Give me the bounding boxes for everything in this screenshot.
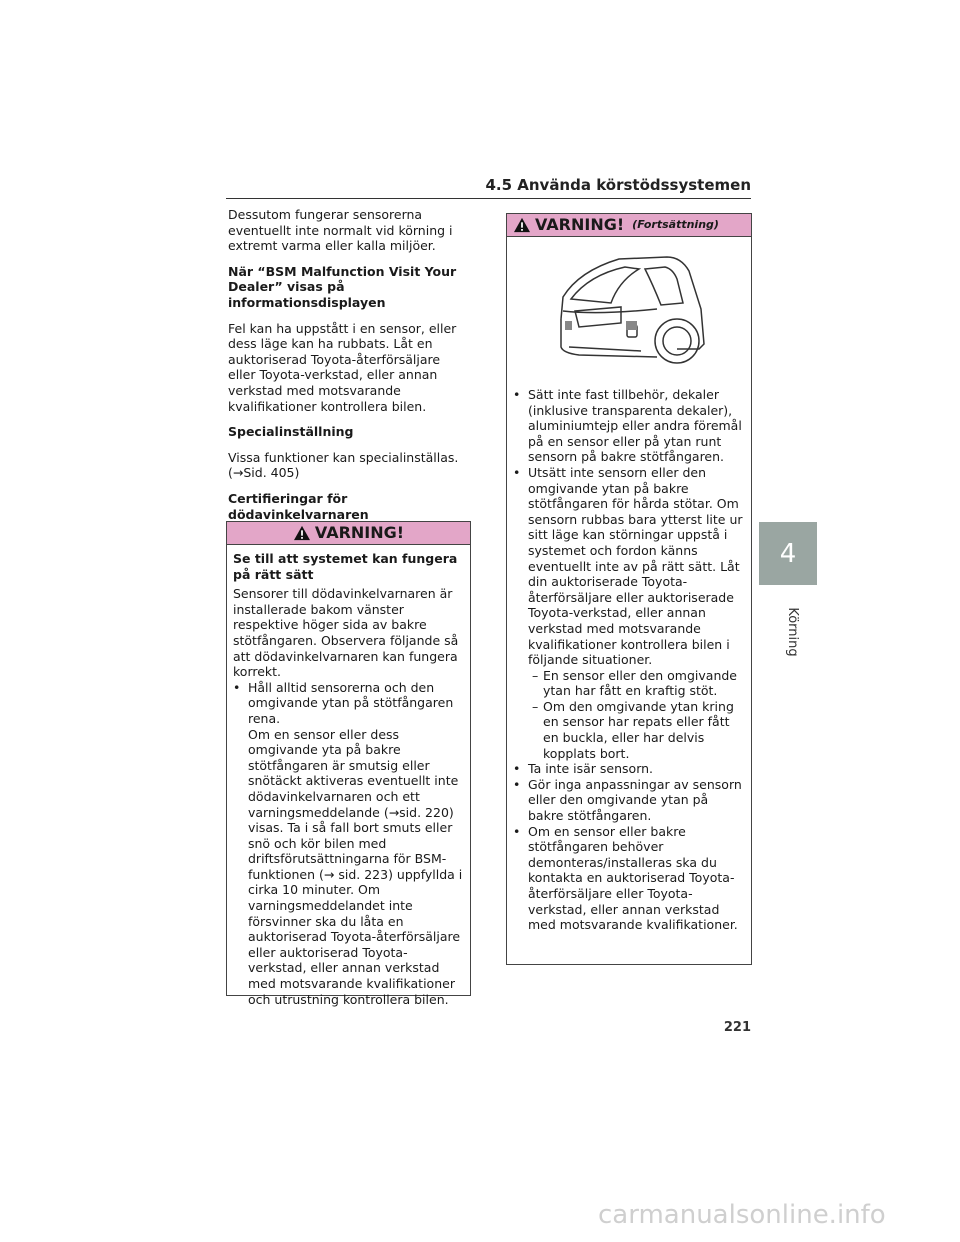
header-rule — [226, 198, 751, 199]
warning-title-1: VARNING! — [314, 523, 405, 543]
list-item: • Gör inga anpassningar av sensorn eller den omgivande ytan på bakre stötfångaren. — [513, 777, 745, 824]
car-rear-illustration — [549, 249, 709, 379]
warning-continuation: (Fortsättning) — [632, 218, 719, 232]
chapter-tab: 4 — [759, 522, 817, 585]
warning-title-2: VARNING! — [535, 215, 625, 235]
list-item: • Ta inte isär sensorn. — [513, 761, 745, 777]
list-item: • Om en sensor eller bakre stötfångaren behöver demonteras/installeras ska du kontakta en auktoriserad Toyota-återförsäljare eller Toyota-verkstad, eller annan verkstad med motsvarande kvalifikationer. — [513, 824, 745, 933]
list-item-continuation: Om en sensor eller dess omgivande yta på bakre stötfångaren är smutsig eller snötäckt aktiveras eventuellt inte dödavinkelvarnaren och ett varningsmeddelande (→sid. 220) visas. Ta i så fall bort smuts eller snö och kör bilen med driftsförutsättningarna för BSM-funktionen (→ sid. 223) uppfyllda i cirka 10 minuter. Om varningsmeddelandet inte försvinner ska du låta en auktoriserad Toyota-återförsäljare eller auktoriserad Toyota-verkstad, eller annan verkstad med motsvarande kvalifikationer och utrustning kontrollera bilen. — [248, 726, 463, 1007]
warning-box-2 — [506, 213, 752, 965]
warning-dash-list — [513, 668, 745, 762]
warning-body-1 — [227, 545, 470, 1009]
dash-item: – Om den omgivande ytan kring en sensor har repats eller fått en buckla, eller har delvis kopplats bort. — [528, 699, 745, 761]
page-number: 221 — [723, 1020, 751, 1035]
list-item: • Sätt inte fast tillbehör, dekaler (inklusive transparenta dekaler), aluminiumtejp eller andra föremål på en sensor eller på ytan runt sensorn på bakre stötfångaren. — [513, 387, 745, 465]
warning-triangle-icon — [293, 525, 311, 541]
warning-header-1 — [227, 522, 470, 545]
warning-bullet-list-1 — [233, 680, 464, 727]
cert-heading: Certifieringar för dödavinkelvarnaren — [228, 490, 369, 522]
bsm-heading: När “BSM Malfunction Visit Your Dealer” visas på informationsdisplayen — [228, 263, 457, 310]
special-paragraph: Vissa funktioner kan specialinställas. (→Sid. 405) — [228, 449, 459, 481]
warning-triangle-icon — [513, 217, 531, 233]
warning-box-1 — [226, 521, 471, 1007]
section-header: 4.5 Använda körstödssystemen — [485, 176, 751, 194]
chapter-label: Körning — [785, 607, 800, 657]
warning-header-2 — [507, 214, 751, 237]
special-heading: Specialinställning — [228, 424, 354, 440]
list-item: • Utsätt inte sensorn eller den omgivande ytan på bakre stötfångaren för hårda stötar. Om sensorn rubbas bara ytterst lite ur sitt läge kan störningar uppstå i systemet och fordon känns eventuellt inte av på rätt sätt. Låt din auktoriserade Toyota-återförsäljare eller auktoriserade Toyota-verkstad, eller annan verkstad med motsvarande kvalifikationer kontrollera bilen i följande situationer. — [513, 465, 745, 668]
warning-bullet-list-3 — [513, 761, 745, 933]
warning-subheading: Se till att systemet kan fungera på rätt sätt — [233, 551, 458, 582]
bsm-paragraph: Fel kan ha uppstått i en sensor, eller dess läge kan ha rubbats. Låt en auktoriserad Toyota-återförsäljare eller Toyota-verkstad, eller annan verkstad med motsvarande kvalifikationer kontrollera bilen. — [228, 320, 457, 414]
watermark: carmanualsonline.info — [598, 1200, 886, 1230]
left-column — [228, 207, 470, 558]
warning-bullet-list-2 — [513, 387, 745, 668]
warning-body-2 — [507, 387, 751, 935]
warning-intro: Sensorer till dödavinkelvarnaren är installerade bakom vänster respektive höger sida av bakre stötfångaren. Observera följande så att dödavinkelvarnaren kan fungera korrekt. — [233, 586, 459, 680]
intro-paragraph: Dessutom fungerar sensorerna eventuellt inte normalt vid körning i extremt varma eller kalla miljöer. — [228, 207, 453, 254]
dash-item: – En sensor eller den omgivande ytan har fått en kraftig stöt. — [528, 668, 745, 699]
list-item: • Håll alltid sensorerna och den omgivande ytan på stötfångaren rena. — [233, 680, 464, 727]
